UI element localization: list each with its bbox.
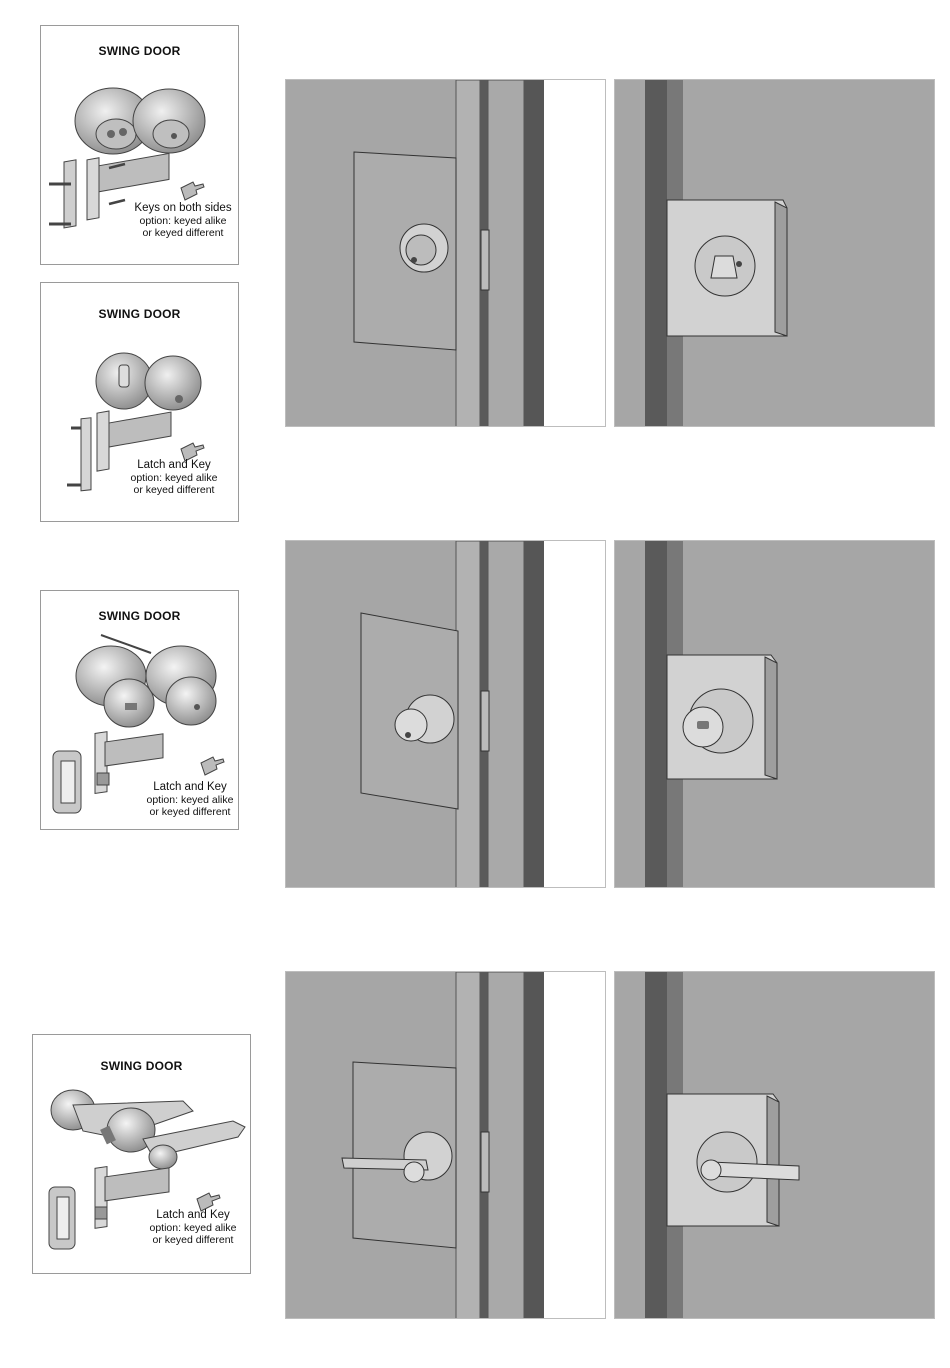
- card-caption: Keys on both sides option: keyed alike or keyed different: [134, 202, 232, 239]
- card-title: SWING DOOR: [98, 307, 181, 321]
- card-title: SWING DOOR: [98, 44, 181, 58]
- door-render-deadbolt-back: [614, 79, 935, 427]
- product-card-deadbolt-double: [40, 25, 239, 265]
- card-caption: Latch and Key option: keyed alike or keyed different: [130, 459, 218, 496]
- card-caption: Latch and Key option: keyed alike or keyed different: [146, 781, 234, 818]
- door-render-deadbolt-front: [285, 79, 606, 427]
- product-card-knob: [40, 590, 239, 830]
- door-render-lever-back: [614, 971, 935, 1319]
- card-title: SWING DOOR: [100, 1059, 183, 1073]
- card-title: SWING DOOR: [98, 609, 181, 623]
- door-render-knob-front: [285, 540, 606, 888]
- door-render-knob-back: [614, 540, 935, 888]
- card-caption: Latch and Key option: keyed alike or keyed different: [149, 1209, 237, 1246]
- product-card-deadbolt-single: [40, 282, 239, 522]
- door-render-lever-front: [285, 971, 606, 1319]
- product-card-lever: [32, 1034, 251, 1274]
